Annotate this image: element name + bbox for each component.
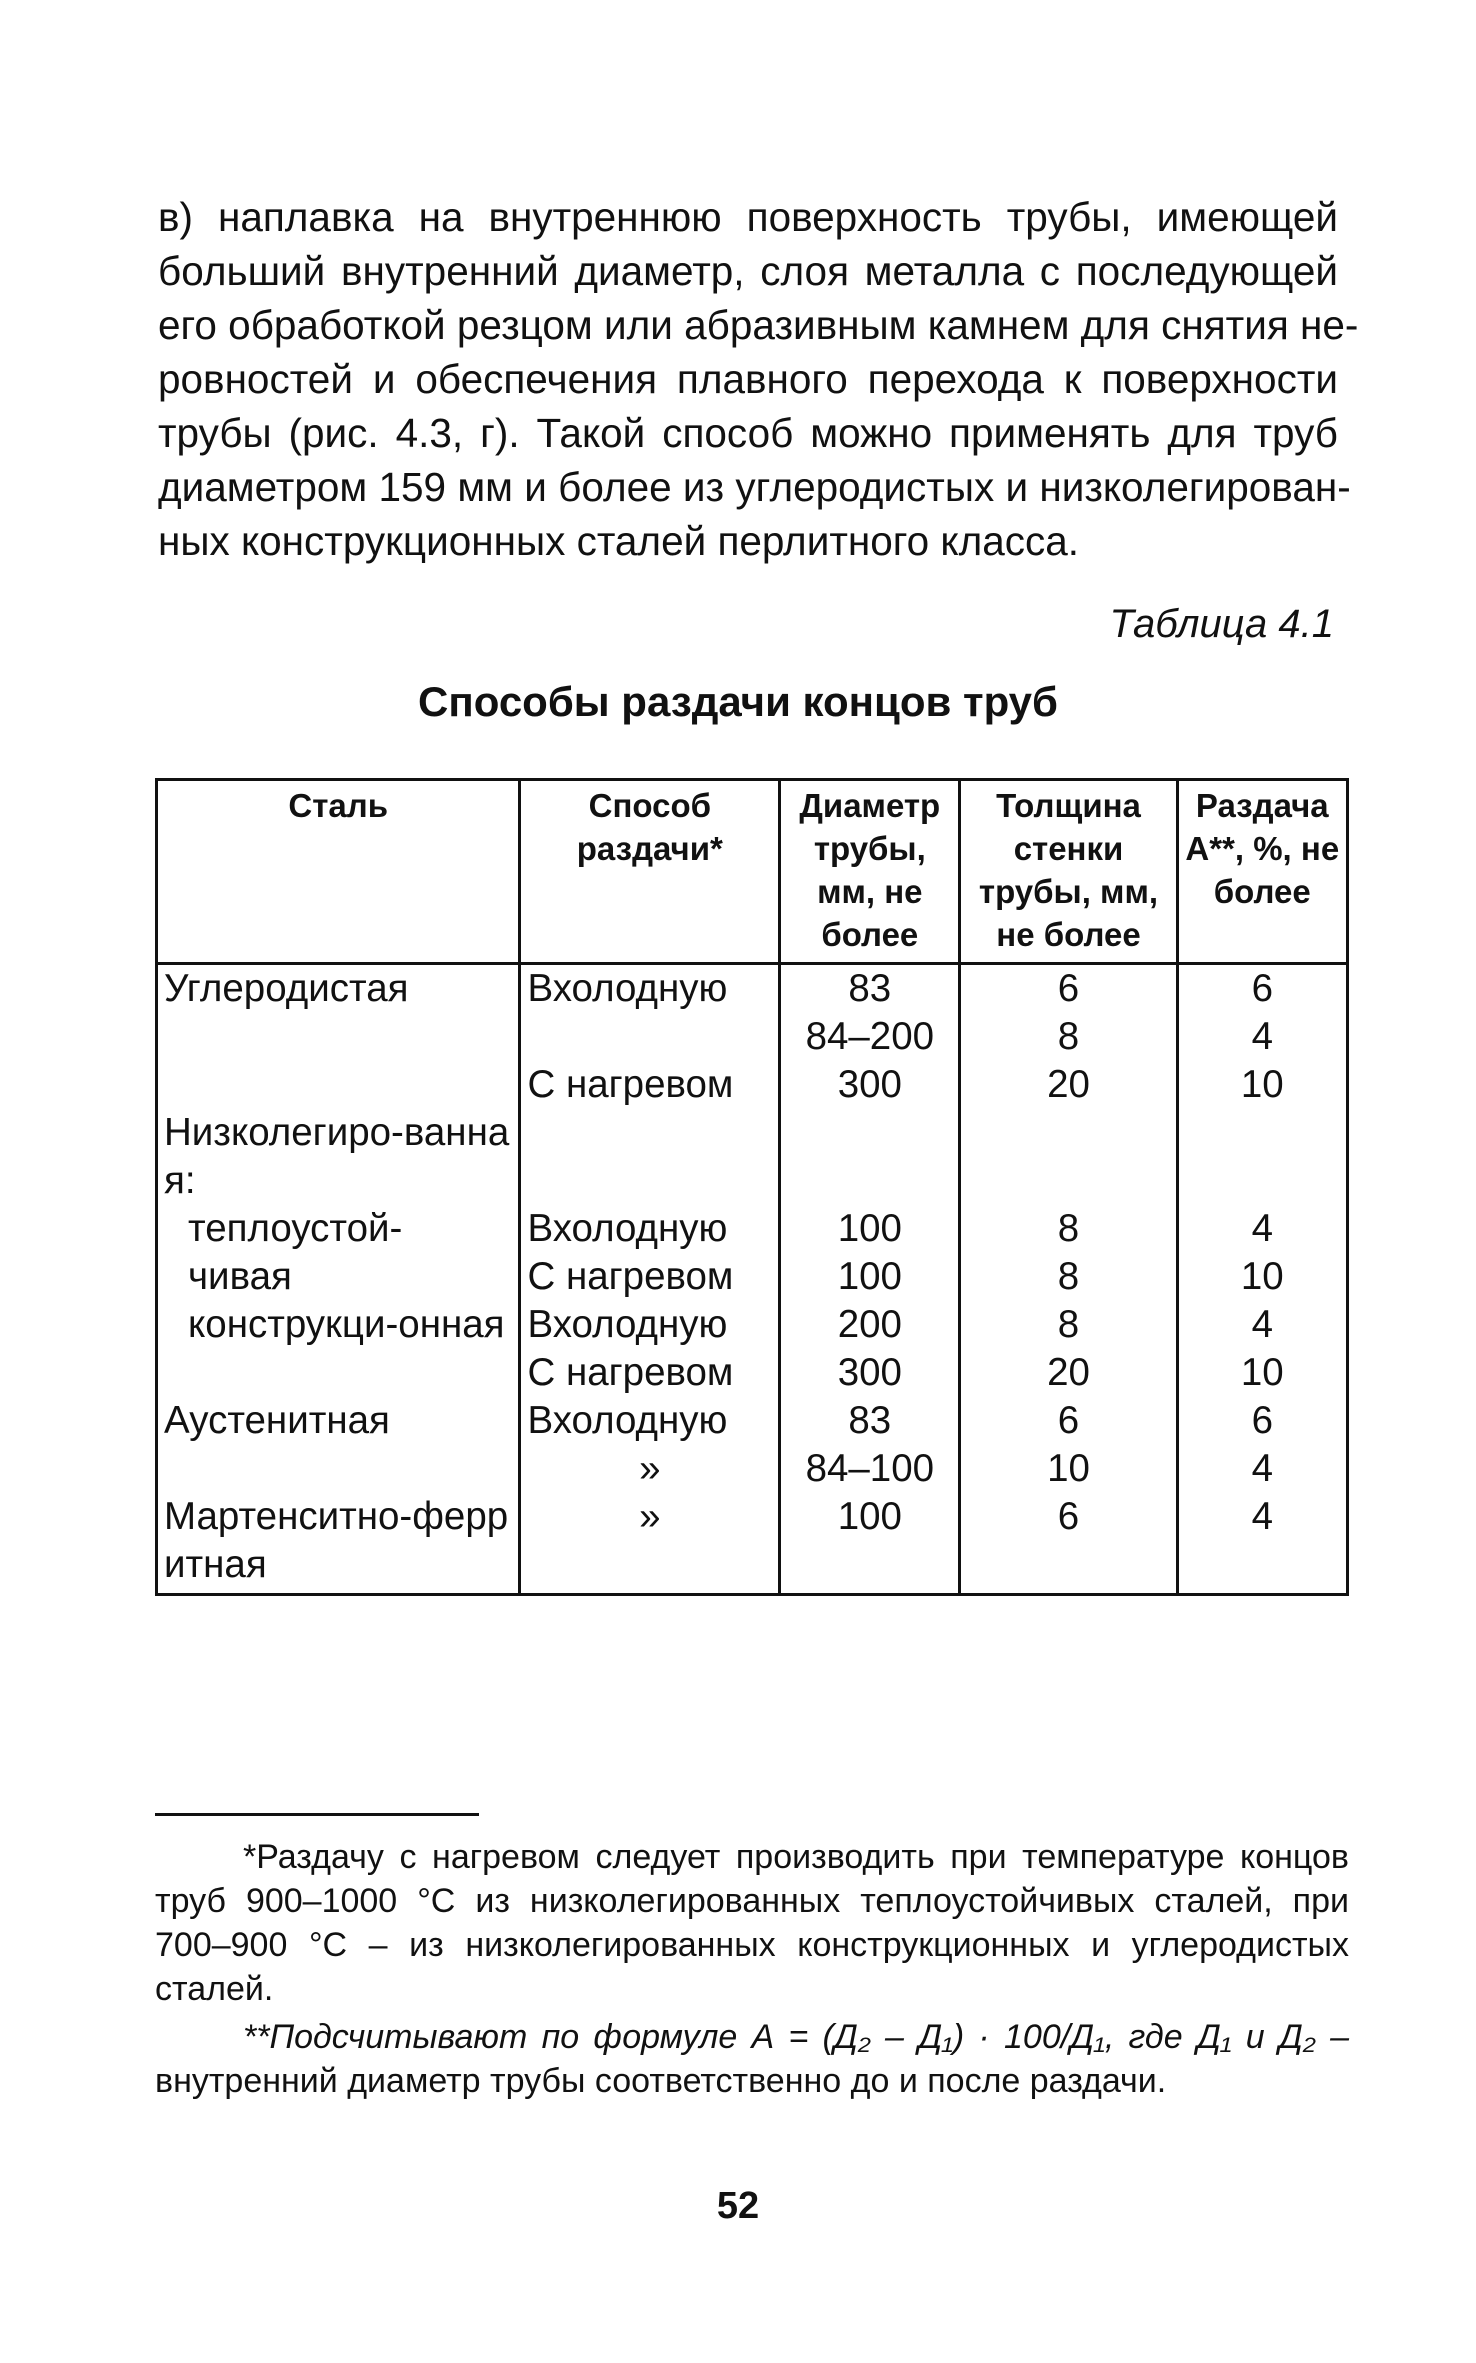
table-cell: 300 bbox=[780, 1349, 960, 1397]
table-cell bbox=[1177, 1109, 1347, 1205]
footnote-divider bbox=[155, 1813, 479, 1816]
table-cell: Вхолодную bbox=[520, 964, 780, 1014]
table-cell: 300 bbox=[780, 1061, 960, 1109]
table-cell: 100 bbox=[780, 1205, 960, 1253]
table-header-row bbox=[157, 780, 1348, 964]
table-cell: 84–100 bbox=[780, 1445, 960, 1493]
table-row bbox=[157, 1349, 1348, 1397]
table-cell: конструкци-онная bbox=[157, 1301, 520, 1349]
table-cell: 4 bbox=[1177, 1205, 1347, 1253]
table-row bbox=[157, 1301, 1348, 1349]
paragraph-line: его обработкой резцом или абразивным камнем для снятия не- bbox=[158, 302, 1359, 348]
footnote-formula bbox=[155, 2015, 1349, 2103]
table-cell: 8 bbox=[960, 1301, 1177, 1349]
paragraph-line: больший внутренний диаметр, слоя металла с последующей bbox=[158, 248, 1338, 294]
table-row bbox=[157, 1109, 1348, 1205]
table-cell bbox=[780, 1109, 960, 1205]
table-cell: 100 bbox=[780, 1253, 960, 1301]
table-cell: 10 bbox=[1177, 1349, 1347, 1397]
table-cell: Аустенитная bbox=[157, 1397, 520, 1445]
table-cell: Вхолодную bbox=[520, 1301, 780, 1349]
table-cell: 4 bbox=[1177, 1493, 1347, 1595]
table-cell: 6 bbox=[1177, 964, 1347, 1014]
table-row bbox=[157, 1397, 1348, 1445]
table-cell: 20 bbox=[960, 1349, 1177, 1397]
paragraph-line: ных конструкционных сталей перлитного класса. bbox=[158, 518, 1080, 564]
table-cell bbox=[520, 1013, 780, 1061]
table-cell: Вхолодную bbox=[520, 1397, 780, 1445]
table-title: Способы раздачи концов труб bbox=[418, 678, 1058, 725]
table-cell: 4 bbox=[1177, 1013, 1347, 1061]
table-cell: 83 bbox=[780, 1397, 960, 1445]
column-header: Сталь bbox=[157, 780, 520, 964]
column-header: Раздача А**, %, не более bbox=[1177, 780, 1347, 964]
table-row bbox=[157, 1013, 1348, 1061]
table-cell: 6 bbox=[960, 1493, 1177, 1595]
table-cell: 8 bbox=[960, 1253, 1177, 1301]
table-row bbox=[157, 964, 1348, 1014]
table-cell: » bbox=[520, 1445, 780, 1493]
column-header: Диаметр трубы, мм, не более bbox=[780, 780, 960, 964]
table-row bbox=[157, 1253, 1348, 1301]
table-cell: теплоустой- bbox=[157, 1205, 520, 1253]
table-row bbox=[157, 1445, 1348, 1493]
table-cell bbox=[520, 1109, 780, 1205]
table-cell: С нагревом bbox=[520, 1061, 780, 1109]
table-cell: 4 bbox=[1177, 1445, 1347, 1493]
body-paragraph bbox=[158, 190, 1359, 568]
table-cell: С нагревом bbox=[520, 1349, 780, 1397]
table-cell: 8 bbox=[960, 1013, 1177, 1061]
paragraph-line: в) наплавка на внутреннюю поверхность трубы, имеющей bbox=[158, 194, 1338, 240]
table-cell bbox=[157, 1349, 520, 1397]
table-cell: 84–200 bbox=[780, 1013, 960, 1061]
table-cell: 10 bbox=[1177, 1061, 1347, 1109]
table-row bbox=[157, 1061, 1348, 1109]
table-cell: Мартенситно-ферритная bbox=[157, 1493, 520, 1595]
paragraph-line: диаметром 159 мм и более из углеродистых и низколегирован- bbox=[158, 464, 1351, 510]
footnote-line: внутренний диаметр трубы соответственно до и после раздачи. bbox=[155, 2062, 1167, 2100]
paragraph-line: ровностей и обеспечения плавного перехода к поверхности bbox=[158, 356, 1338, 402]
table-cell: 4 bbox=[1177, 1301, 1347, 1349]
footnote-line: 700–900 °С – из низколегированных конструкционных и углеродистых bbox=[155, 1926, 1349, 1964]
table-cell: Углеродистая bbox=[157, 964, 520, 1014]
table-label: Таблица 4.1 bbox=[1109, 602, 1334, 646]
table-cell: 6 bbox=[1177, 1397, 1347, 1445]
table-cell bbox=[960, 1109, 1177, 1205]
table-cell: чивая bbox=[157, 1253, 520, 1301]
table-cell: 100 bbox=[780, 1493, 960, 1595]
table-cell bbox=[157, 1445, 520, 1493]
table-cell: 10 bbox=[1177, 1253, 1347, 1301]
table-row bbox=[157, 1493, 1348, 1595]
table-cell: 6 bbox=[960, 964, 1177, 1014]
pipe-expansion-table bbox=[155, 778, 1349, 1596]
table-cell: С нагревом bbox=[520, 1253, 780, 1301]
table-row bbox=[157, 1205, 1348, 1253]
footnote-line: **Подсчитывают по формуле А = (Д₂ – Д₁) · 100/Д₁, где Д₁ и Д₂ – bbox=[243, 2018, 1349, 2056]
table-cell: 20 bbox=[960, 1061, 1177, 1109]
table-cell: 6 bbox=[960, 1397, 1177, 1445]
column-header: Толщина стенки трубы, мм, не более bbox=[960, 780, 1177, 964]
footnote-line: труб 900–1000 °С из низколегированных теплоустойчивых сталей, при bbox=[155, 1882, 1349, 1920]
footnote-line: сталей. bbox=[155, 1970, 274, 2008]
table-cell: 10 bbox=[960, 1445, 1177, 1493]
table-cell: 200 bbox=[780, 1301, 960, 1349]
table-cell: 83 bbox=[780, 964, 960, 1014]
table-cell: Низколегиро-ванная: bbox=[157, 1109, 520, 1205]
page-number: 52 bbox=[716, 2185, 760, 2227]
table-cell bbox=[157, 1061, 520, 1109]
footnote-heating bbox=[155, 1835, 1349, 2011]
paragraph-line: трубы (рис. 4.3, г). Такой способ можно применять для труб bbox=[158, 410, 1338, 456]
footnote-line: *Раздачу с нагревом следует производить при температуре концов bbox=[243, 1838, 1349, 1876]
table-cell: » bbox=[520, 1493, 780, 1595]
table-cell bbox=[157, 1013, 520, 1061]
column-header: Способ раздачи* bbox=[520, 780, 780, 964]
table-cell: 8 bbox=[960, 1205, 1177, 1253]
table-cell: Вхолодную bbox=[520, 1205, 780, 1253]
